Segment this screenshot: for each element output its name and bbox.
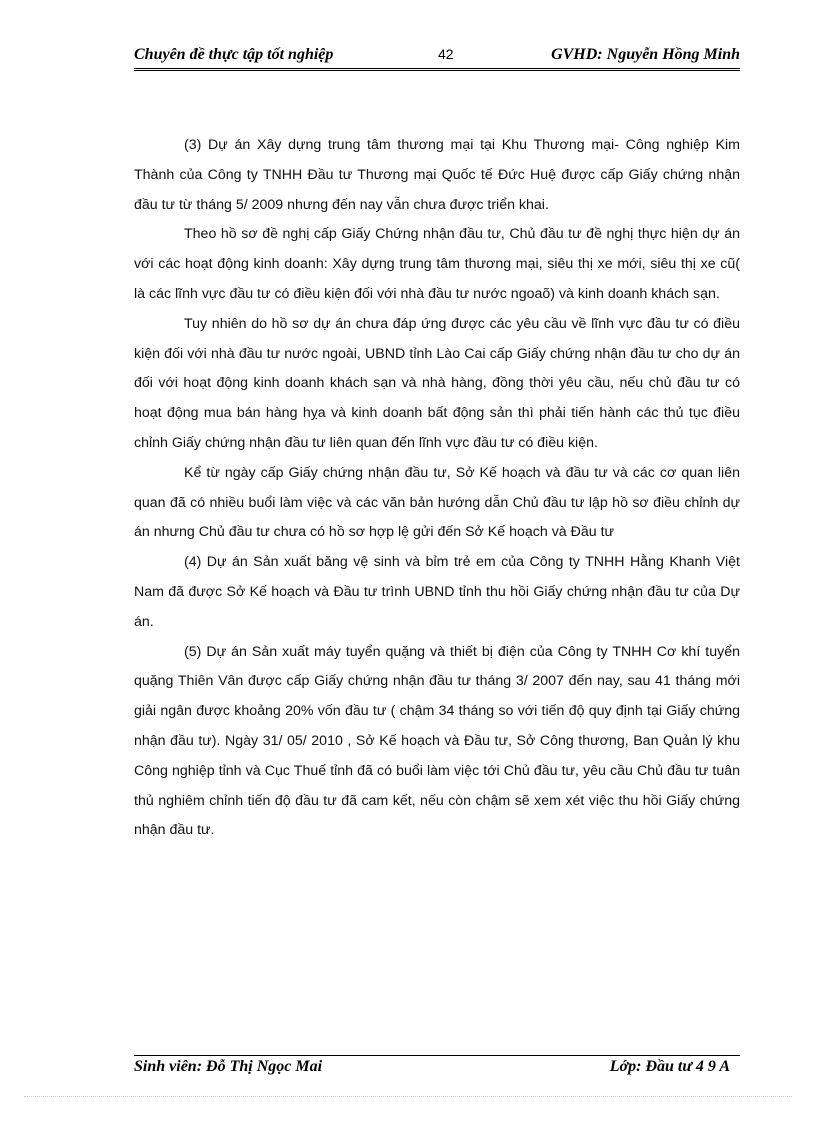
body-text (134, 131, 740, 846)
page-footer (134, 1058, 740, 1082)
page-edge-divider (24, 1096, 792, 1097)
footer-class: Lớp: Đầu tư 4 9 A (609, 1058, 730, 1075)
page-header (134, 44, 740, 69)
page-number: 42 (438, 46, 454, 62)
paragraph-project-3: (3) Dự án Xây dựng trung tâm thương mại tại Khu Thương mại- Công nghiệp Kim Thành của Công ty TNHH Đầu tư Thương mại Quốc tế Đức Huệ được cấp Giấy chứng nhận đầu tư từ tháng 5/ 2009 nhưng đến nay vẫn chưa được triển khai. (134, 137, 740, 213)
header-supervisor: GVHD: Nguyễn Hồng Minh (551, 46, 740, 63)
paragraph-project-5: (5) Dự án Sản xuất máy tuyển quặng và thiết bị điện của Công ty TNHH Cơ khí tuyển quặng Thiên Vân được cấp Giấy chứng nhận đầu tư tháng 3/ 2007 đến nay, sau 41 tháng mới giải ngân được khoảng 20% vốn đầu tư ( chậm 34 tháng so với tiến độ quy định tại Giấy chứng nhận đầu tư). Ngày 31/ 05/ 2010 , Sở Kế hoạch và Đầu tư, Sở Công thương, Ban Quản lý khu Công nghiệp tỉnh và Cục Thuế tỉnh đã có buổi làm việc tới Chủ đầu tư, yêu cầu Chủ đầu tư tuân thủ nghiêm chỉnh tiến độ đầu tư đã cam kết, nếu còn chậm sẽ xem xét việc thu hồi Giấy chứng nhận đầu tư. (134, 643, 740, 839)
paragraph-investment-application: Theo hồ sơ đề nghị cấp Giấy Chứng nhận đầu tư, Chủ đầu tư đề nghị thực hiện dự án với các hoạt động kinh doanh: Xây dựng trung tâm thương mại, siêu thị xe mới, siêu thị xe cũ( là các lĩnh vực đầu tư có điều kiện đối với nhà đầu tư nước ngoaõ) và kinh doanh khách sạn. (134, 226, 740, 302)
paragraph-conditional-fields: Tuy nhiên do hồ sơ dự án chưa đáp ứng được các yêu cầu về lĩnh vực đầu tư có điều kiện đối với nhà đầu tư nước ngoài, UBND tỉnh Lào Cai cấp Giấy chứng nhận đầu tư cho dự án đối với hoạt động kinh doanh khách sạn và nhà hàng, đồng thời yêu cầu, nếu chủ đầu tư có hoạt động mua bán hàng hỵa và kinh doanh bất động sản thì phải tiến hành các thủ tục điều chỉnh Giấy chứng nhận đầu tư liên quan đến lĩnh vực đầu tư có điều kiện. (134, 315, 740, 451)
header-report-title: Chuyên đề thực tập tốt nghiệp (134, 46, 334, 63)
paragraph-project-4: (4) Dự án Sản xuất băng vệ sinh và bỉm trẻ em của Công ty TNHH Hằng Khanh Việt Nam đã được Sở Kế hoạch và Đầu tư trình UBND tỉnh thu hồi Giấy chứng nhận đầu tư của Dự án. (134, 554, 740, 630)
paragraph-follow-up: Kể từ ngày cấp Giấy chứng nhận đầu tư, Sở Kế hoạch và đầu tư và các cơ quan liên quan đã có nhiều buổi làm việc và các văn bản hướng dẫn Chủ đầu tư lập hồ sơ điều chỉnh dự án nhưng Chủ đầu tư chưa có hồ sơ hợp lệ gửi đến Sở Kế hoạch và Đầu tư (134, 464, 740, 541)
footer-student: Sinh viên: Đỗ Thị Ngọc Mai (134, 1058, 323, 1075)
footer-divider (134, 1055, 740, 1056)
header-divider (134, 70, 740, 71)
